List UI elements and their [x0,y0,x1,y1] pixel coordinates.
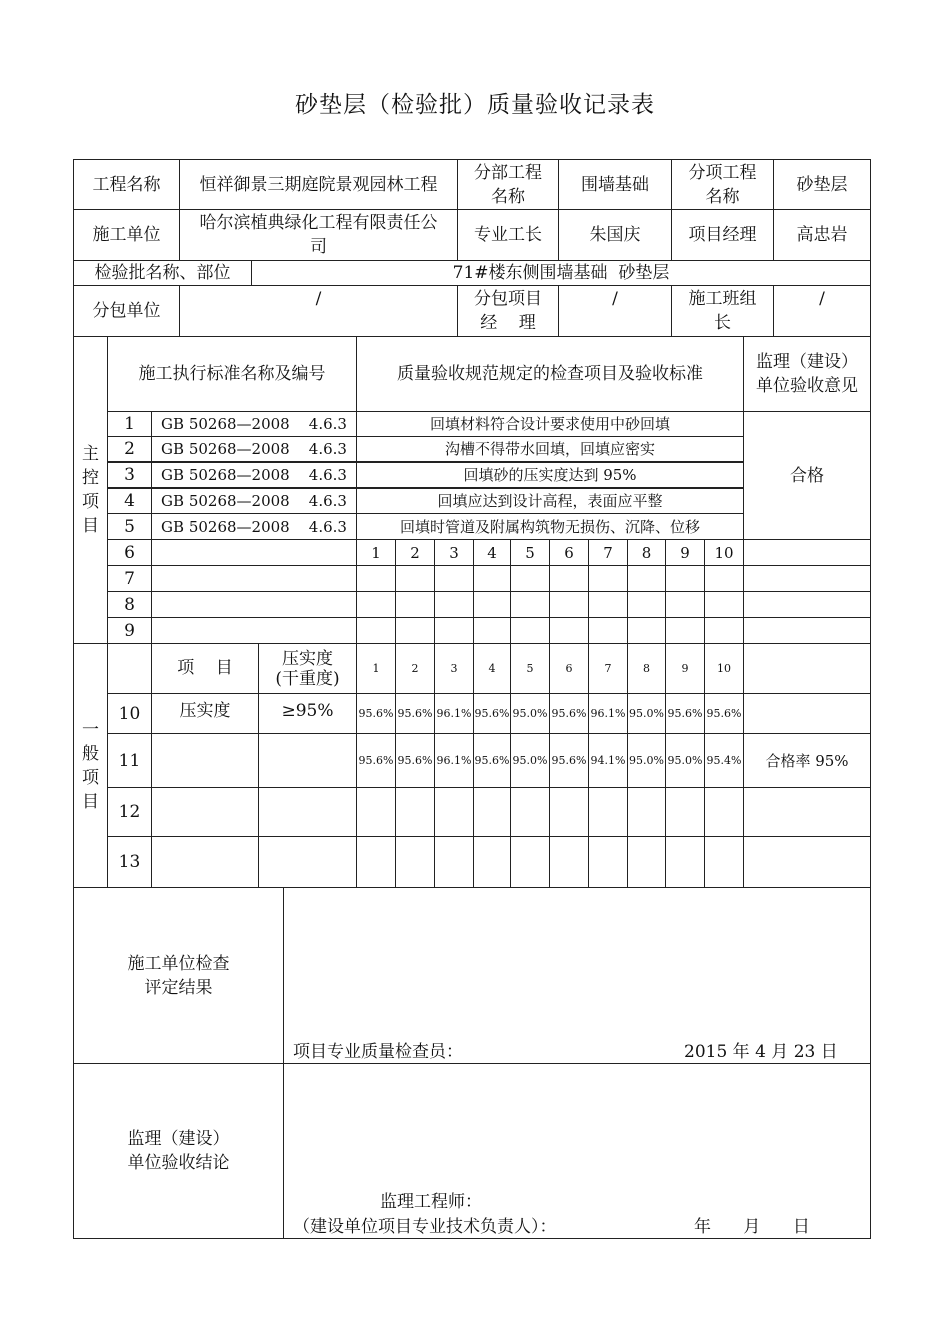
row-standard [151,591,357,618]
value-text: 95.6% [667,707,703,720]
row-standard [151,411,357,437]
row-no-text: 5 [124,516,135,537]
measured-value [549,693,589,734]
measured-value [473,693,511,734]
col-number-text: 8 [641,543,652,562]
col-number-text: 9 [681,662,689,675]
empty-cell [356,787,396,837]
row-standard-text: GB 50268—2008 4.6.3 [161,517,347,536]
manager-label [671,209,774,261]
inspection-date: 2015 年 4 月 23 日 [684,1042,838,1062]
label-text: 施工执行标准名称及编号 [138,364,326,384]
value-text: 95.6% [358,754,394,767]
col-number [434,539,474,566]
empty-cell [473,836,511,888]
col-number [356,539,396,566]
empty-cell [510,787,550,837]
row-no [107,693,152,734]
col-number-text: 6 [564,543,574,562]
row-no-text: 3 [124,465,135,485]
contractor-label [73,209,180,261]
value-text: 哈尔滨植典绿化工程有限责任公司 [199,213,438,257]
col-number [665,643,705,694]
empty-cell [356,591,396,618]
value-text: 恒祥御景三期庭院景观园林工程 [199,174,438,195]
main-control-section-label [73,336,108,644]
project-name-value [179,159,458,210]
value-text: 96.1% [436,707,472,720]
contractor-value [179,209,458,261]
value-text: 94.1% [590,754,626,767]
empty-cell [588,565,628,592]
division-label [457,159,559,210]
value-text: 95.0% [512,754,548,767]
row-no-text: 13 [118,852,141,872]
measured-value [627,733,666,788]
empty-cell [627,591,666,618]
col-number [704,539,744,566]
value-text: 围墙基础 [581,174,649,195]
value-text: 95.0% [512,707,548,720]
value-text: 95.6% [551,707,587,720]
row-item-text: 回填时管道及附属构筑物无损伤、沉降、位移 [399,517,700,536]
col-number [395,643,435,694]
row-item [356,462,744,488]
empty-cell [434,617,474,644]
sub-label [73,285,180,337]
row-no-text: 2 [124,439,135,459]
label-text: 质量验收规范规定的检查项目及验收标准 [397,364,703,384]
col-number-text: 10 [714,543,734,562]
label-text: 工程名称 [92,174,161,195]
label-text: 施工单位 [92,225,161,245]
row-no [107,436,152,462]
empty-cell [588,591,628,618]
empty-cell [356,836,396,888]
empty-cell [395,591,435,618]
label-text: 监理（建设）单位验收意见 [756,352,858,396]
row-no [107,462,152,488]
col-number [627,643,666,694]
empty-cell [704,787,744,837]
row-item [151,787,259,837]
col-number-text: 1 [371,543,381,562]
value-text: 96.1% [436,754,472,767]
project-name-label [73,159,180,210]
label-text: 检验批名称、部位 [94,263,231,283]
measured-value [627,693,666,734]
row-item [356,411,744,437]
engineer-label: 监理工程师： [380,1192,482,1212]
row-no-text: 4 [124,491,135,511]
empty-result [743,617,871,644]
sub-manager-label [457,285,559,337]
label-text: 压实度(干重度) [275,648,340,689]
empty-cell [434,565,474,592]
col-number-text: 2 [411,662,419,675]
col-number-text: 5 [525,543,535,562]
measured-value [356,693,396,734]
value-text: 71#楼东侧围墙基础 砂垫层 [452,263,670,283]
general-item-header [151,643,259,694]
empty-cell [588,617,628,644]
empty-cell [395,787,435,837]
value-text: 95.4% [706,754,742,767]
col-number [473,643,511,694]
value-text: 95.6% [474,707,510,720]
value-text: 96.1% [590,707,626,720]
empty-result [743,565,871,592]
value-text: 95.6% [551,754,587,767]
label-text: 监理（建设）单位验收结论 [127,1129,230,1173]
empty-cell [627,787,666,837]
col-number [665,539,705,566]
row-item-text: 沟槽不得带水回填，回填应密实 [444,440,655,458]
empty-cell [665,565,705,592]
row-no [107,836,152,888]
empty-cell [627,836,666,888]
measured-value [434,693,474,734]
row-standard-text: GB 50268—2008 4.6.3 [161,492,347,510]
empty-cell [704,836,744,888]
row-item [151,693,259,734]
row-standard-text: GB 50268—2008 4.6.3 [161,415,347,433]
signature-date: 年 月 日 [694,1217,810,1237]
col-number-text: 2 [410,543,420,562]
empty-cell [510,591,550,618]
row-standard-text: GB 50268—2008 4.6.3 [161,440,347,458]
general-result-header [743,643,871,694]
main-control-result [743,411,871,540]
row-standard [151,617,357,644]
empty-cell [473,617,511,644]
label-text: 项目经理 [688,225,757,245]
row-standard-text: ≥95% [281,701,334,721]
col-number-text: 5 [526,662,534,675]
empty-result [743,591,871,618]
row-no-text: 12 [118,802,141,822]
manager-value [773,209,871,261]
col-number [588,643,628,694]
value-text: / [612,289,618,309]
empty-cell [356,565,396,592]
empty-cell [510,565,550,592]
batch-label [73,260,252,286]
division-value [558,159,672,210]
col-number [510,643,550,694]
label-text: 分包单位 [92,301,161,321]
row-result [743,693,871,734]
row-no-text: 11 [118,750,141,771]
empty-cell [549,787,589,837]
empty-cell [665,836,705,888]
spec-header [356,336,744,412]
measured-value [395,733,435,788]
measured-value [704,733,744,788]
batch-value [251,260,871,286]
row-no-text: 1 [124,414,135,434]
general-degree-header [258,643,357,694]
label-text: 专业工长 [474,225,542,245]
value-text: 95.6% [474,754,510,767]
label-text: 分项工程名称 [688,162,757,207]
value-text: 95.0% [667,754,703,767]
row-standard [151,565,357,592]
page-title: 砂垫层（检验批）质量验收记录表 [295,92,655,118]
row-standard [258,836,357,888]
sub-value [179,285,458,337]
value-text: 95.6% [358,707,394,720]
row-standard [258,733,357,788]
row-no [107,591,152,618]
row-standard [151,539,357,566]
empty-cell [704,617,744,644]
row-no [107,513,152,540]
row-no-text: 7 [124,568,135,589]
label-text: 分包项目经 理 [474,289,542,333]
empty-cell [588,787,628,837]
empty-cell [434,591,474,618]
col-number [473,539,511,566]
measured-value [473,733,511,788]
owner-label: （建设单位项目专业技术负责人）： [293,1217,557,1237]
measured-value [356,733,396,788]
sub-manager-value [558,285,672,337]
row-item [356,488,744,514]
label-text: 施工班组 长 [688,289,779,333]
measured-value [510,693,550,734]
empty-cell [473,591,511,618]
empty-cell [665,617,705,644]
col-number-text: 4 [487,543,497,562]
empty-result [743,787,871,837]
label-text: 一般项目 [82,719,99,812]
row-item-text: 回填砂的压实度达到 95% [463,466,637,484]
empty-cell [549,836,589,888]
row-standard [151,488,357,514]
row-no [107,787,152,837]
col-number-text: 9 [680,543,690,562]
row-no-text: 8 [124,594,135,615]
empty-result [743,539,871,566]
standard-header [107,336,357,412]
row-no [107,565,152,592]
col-number-text: 1 [372,662,380,675]
value-text: 砂垫层 [796,174,848,195]
row-standard [258,693,357,734]
empty-cell [704,565,744,592]
empty-cell [473,787,511,837]
row-no [107,539,152,566]
measured-value [588,693,628,734]
row-standard [258,787,357,837]
value-text: 95.0% [629,754,664,767]
value-text: 95.0% [629,707,664,720]
row-standard [151,462,357,488]
measured-value [704,693,744,734]
result-text: 合格率 95% [765,751,849,770]
row-item-text: 回填应达到设计高程，表面应平整 [437,492,663,510]
row-item [151,836,259,888]
row-standard-text: GB 50268—2008 4.6.3 [161,466,347,484]
row-item [151,733,259,788]
value-text: / [315,289,322,309]
empty-cell [627,565,666,592]
measured-value [510,733,550,788]
row-no-text: 6 [124,542,135,563]
col-number [395,539,435,566]
col-number [549,539,589,566]
col-number [549,643,589,694]
col-number-text: 4 [488,662,496,675]
measured-value [665,733,705,788]
measured-value [665,693,705,734]
label-text: 主控项目 [82,444,99,536]
col-number [434,643,474,694]
row-item [356,436,744,462]
col-number-text: 3 [449,543,459,562]
empty-cell [704,591,744,618]
measured-value [434,733,474,788]
col-number [356,643,396,694]
supervisor-conclusion-label [73,1063,284,1239]
row-no [107,733,152,788]
measured-value [395,693,435,734]
contractor-result-label [73,887,284,1064]
foreman-label [457,209,559,261]
inspector-label: 项目专业质量检查员： [293,1042,463,1062]
row-no-text: 10 [118,703,141,724]
general-section-label [73,643,108,888]
row-item [356,513,744,540]
general-no-header [107,643,152,694]
empty-cell [549,591,589,618]
empty-cell [395,836,435,888]
subitem-value [773,159,871,210]
value-text: 朱国庆 [589,225,641,245]
supervisor-header [743,336,871,412]
col-number-text: 8 [643,662,650,675]
empty-cell [588,836,628,888]
empty-cell [395,617,435,644]
row-result [743,733,871,788]
row-standard [151,436,357,462]
row-no [107,488,152,514]
team-value [773,285,871,337]
col-number-text: 10 [717,662,731,675]
col-number [588,539,628,566]
empty-cell [510,617,550,644]
row-no [107,617,152,644]
col-number-text: 7 [603,543,613,562]
team-label [671,285,779,337]
empty-cell [510,836,550,888]
value-text: 高忠岩 [796,225,848,245]
col-number-text: 3 [450,662,458,675]
row-no-text: 9 [124,620,135,641]
col-number [627,539,666,566]
value-text: 95.6% [397,707,433,720]
value-text: 95.6% [706,707,742,720]
measured-value [549,733,589,788]
label-text: 分部工程名称 [474,162,542,207]
col-number [510,539,550,566]
col-number [704,643,744,694]
row-item-text: 回填材料符合设计要求使用中砂回填 [429,415,670,433]
col-number-text: 6 [565,662,573,675]
empty-cell [434,787,474,837]
empty-cell [395,565,435,592]
measured-value [588,733,628,788]
empty-cell [627,617,666,644]
value-text: / [819,289,825,309]
label-text: 项 目 [177,658,233,678]
empty-cell [665,787,705,837]
result-text: 合格 [790,465,824,486]
col-number-text: 7 [604,662,612,675]
empty-cell [434,836,474,888]
empty-cell [549,617,589,644]
empty-result [743,836,871,888]
row-no [107,411,152,437]
row-item-text: 压实度 [179,701,231,721]
empty-cell [356,617,396,644]
empty-cell [549,565,589,592]
row-standard [151,513,357,540]
empty-cell [665,591,705,618]
empty-cell [473,565,511,592]
foreman-value [558,209,672,261]
label-text: 施工单位检查评定结果 [127,953,230,998]
subitem-label [671,159,774,210]
value-text: 95.6% [397,754,433,767]
